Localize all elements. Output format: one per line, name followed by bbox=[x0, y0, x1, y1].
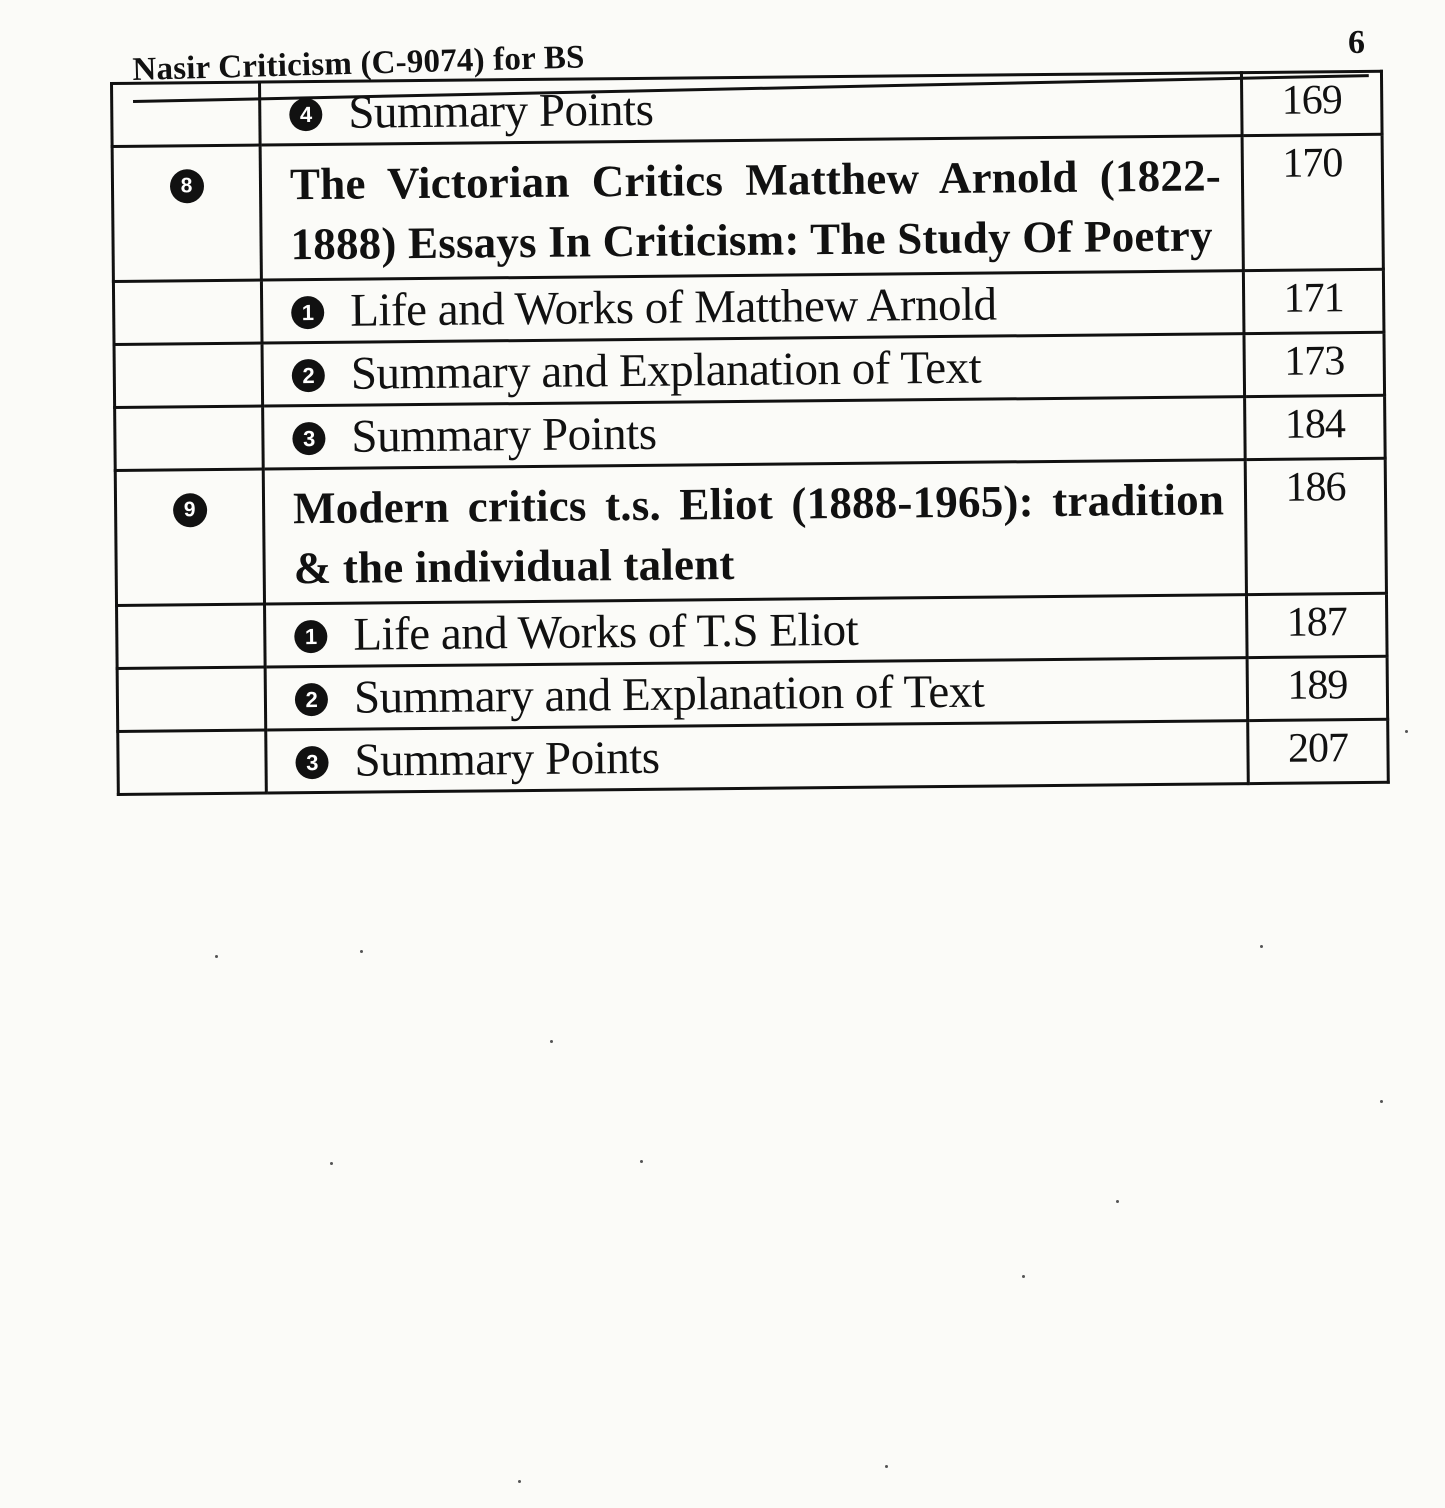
section-title: Life and Works of T.S Eliot bbox=[353, 603, 859, 661]
chapter-number-cell bbox=[115, 469, 264, 605]
toc-entry-cell bbox=[266, 721, 1249, 793]
paper-speck bbox=[1022, 1275, 1025, 1278]
paper-speck bbox=[1116, 1200, 1119, 1203]
toc-entry bbox=[295, 666, 985, 725]
toc-entry bbox=[289, 84, 654, 139]
chapter-number-cell bbox=[117, 667, 266, 731]
section-number-badge: 2 bbox=[292, 359, 325, 392]
section-title: Summary and Explanation of Text bbox=[350, 341, 982, 400]
toc-chapter-row bbox=[112, 134, 1383, 281]
section-title: Summary Points bbox=[348, 83, 654, 139]
toc-row bbox=[118, 719, 1389, 794]
toc-table bbox=[110, 70, 1390, 796]
chapter-number-badge: 8 bbox=[169, 169, 203, 203]
page-ref: 207 bbox=[1248, 719, 1389, 783]
page-ref: 184 bbox=[1245, 395, 1386, 459]
paper-speck bbox=[1380, 1100, 1383, 1103]
chapter-number-cell bbox=[113, 280, 262, 344]
toc-entry-cell bbox=[262, 334, 1245, 406]
paper-speck bbox=[550, 1040, 553, 1043]
page-number: 6 bbox=[1348, 24, 1365, 61]
page-ref: 171 bbox=[1243, 269, 1384, 333]
page-ref: 169 bbox=[1241, 71, 1382, 135]
paper-speck bbox=[518, 1480, 521, 1483]
toc-entry-cell bbox=[263, 397, 1246, 469]
paper-speck bbox=[215, 955, 218, 958]
toc-entry-cell bbox=[260, 73, 1243, 145]
paper-speck bbox=[885, 1465, 888, 1468]
paper-speck bbox=[330, 1162, 333, 1165]
chapter-title: Modern critics t.s. Eliot (1888-1965): tradition & the individual talent bbox=[292, 474, 1225, 594]
toc-chapter-row bbox=[115, 458, 1386, 605]
chapter-number-cell bbox=[112, 145, 261, 281]
chapter-title: The Victorian Critics Matthew Arnold (1822-1888) Essays In Criticism: The Study Of Poetry bbox=[289, 150, 1222, 270]
chapter-number-badge: 9 bbox=[172, 493, 206, 527]
section-title: Summary Points bbox=[354, 731, 660, 787]
page-ref: 186 bbox=[1245, 458, 1386, 594]
section-number-badge: 3 bbox=[295, 746, 328, 779]
paper-speck bbox=[1405, 730, 1408, 733]
chapter-number-cell bbox=[115, 406, 264, 470]
paper-speck bbox=[640, 1160, 643, 1163]
toc-entry bbox=[294, 604, 858, 661]
toc-entry bbox=[295, 732, 660, 787]
table-of-contents bbox=[110, 70, 1387, 796]
toc-entry-cell bbox=[265, 595, 1248, 667]
toc-entry bbox=[292, 408, 657, 463]
chapter-number-cell bbox=[114, 343, 263, 407]
section-title: Summary and Explanation of Text bbox=[353, 665, 985, 724]
section-title: Life and Works of Matthew Arnold bbox=[349, 278, 997, 337]
book-title: Nasir Criticism (C-9074) for BS bbox=[131, 39, 586, 89]
toc-entry-cell bbox=[265, 658, 1248, 730]
chapter-number-cell bbox=[118, 730, 267, 794]
section-title: Summary Points bbox=[351, 407, 657, 463]
page-ref: 187 bbox=[1246, 593, 1387, 657]
paper-speck bbox=[1260, 945, 1263, 948]
paper-speck bbox=[360, 950, 363, 953]
section-number-badge: 1 bbox=[294, 620, 327, 653]
page-ref: 173 bbox=[1244, 332, 1385, 396]
section-number-badge: 4 bbox=[289, 98, 322, 131]
page-ref: 189 bbox=[1247, 656, 1388, 720]
section-number-badge: 1 bbox=[291, 296, 324, 329]
section-number-badge: 2 bbox=[295, 683, 328, 716]
toc-entry-cell bbox=[260, 136, 1243, 280]
toc-entry bbox=[292, 342, 982, 401]
page-ref: 170 bbox=[1242, 134, 1383, 270]
toc-entry bbox=[291, 279, 997, 338]
chapter-number-cell bbox=[112, 82, 261, 146]
toc-entry-cell bbox=[263, 460, 1246, 604]
chapter-number-cell bbox=[117, 604, 266, 668]
toc-entry-cell bbox=[261, 271, 1244, 343]
section-number-badge: 3 bbox=[292, 422, 325, 455]
